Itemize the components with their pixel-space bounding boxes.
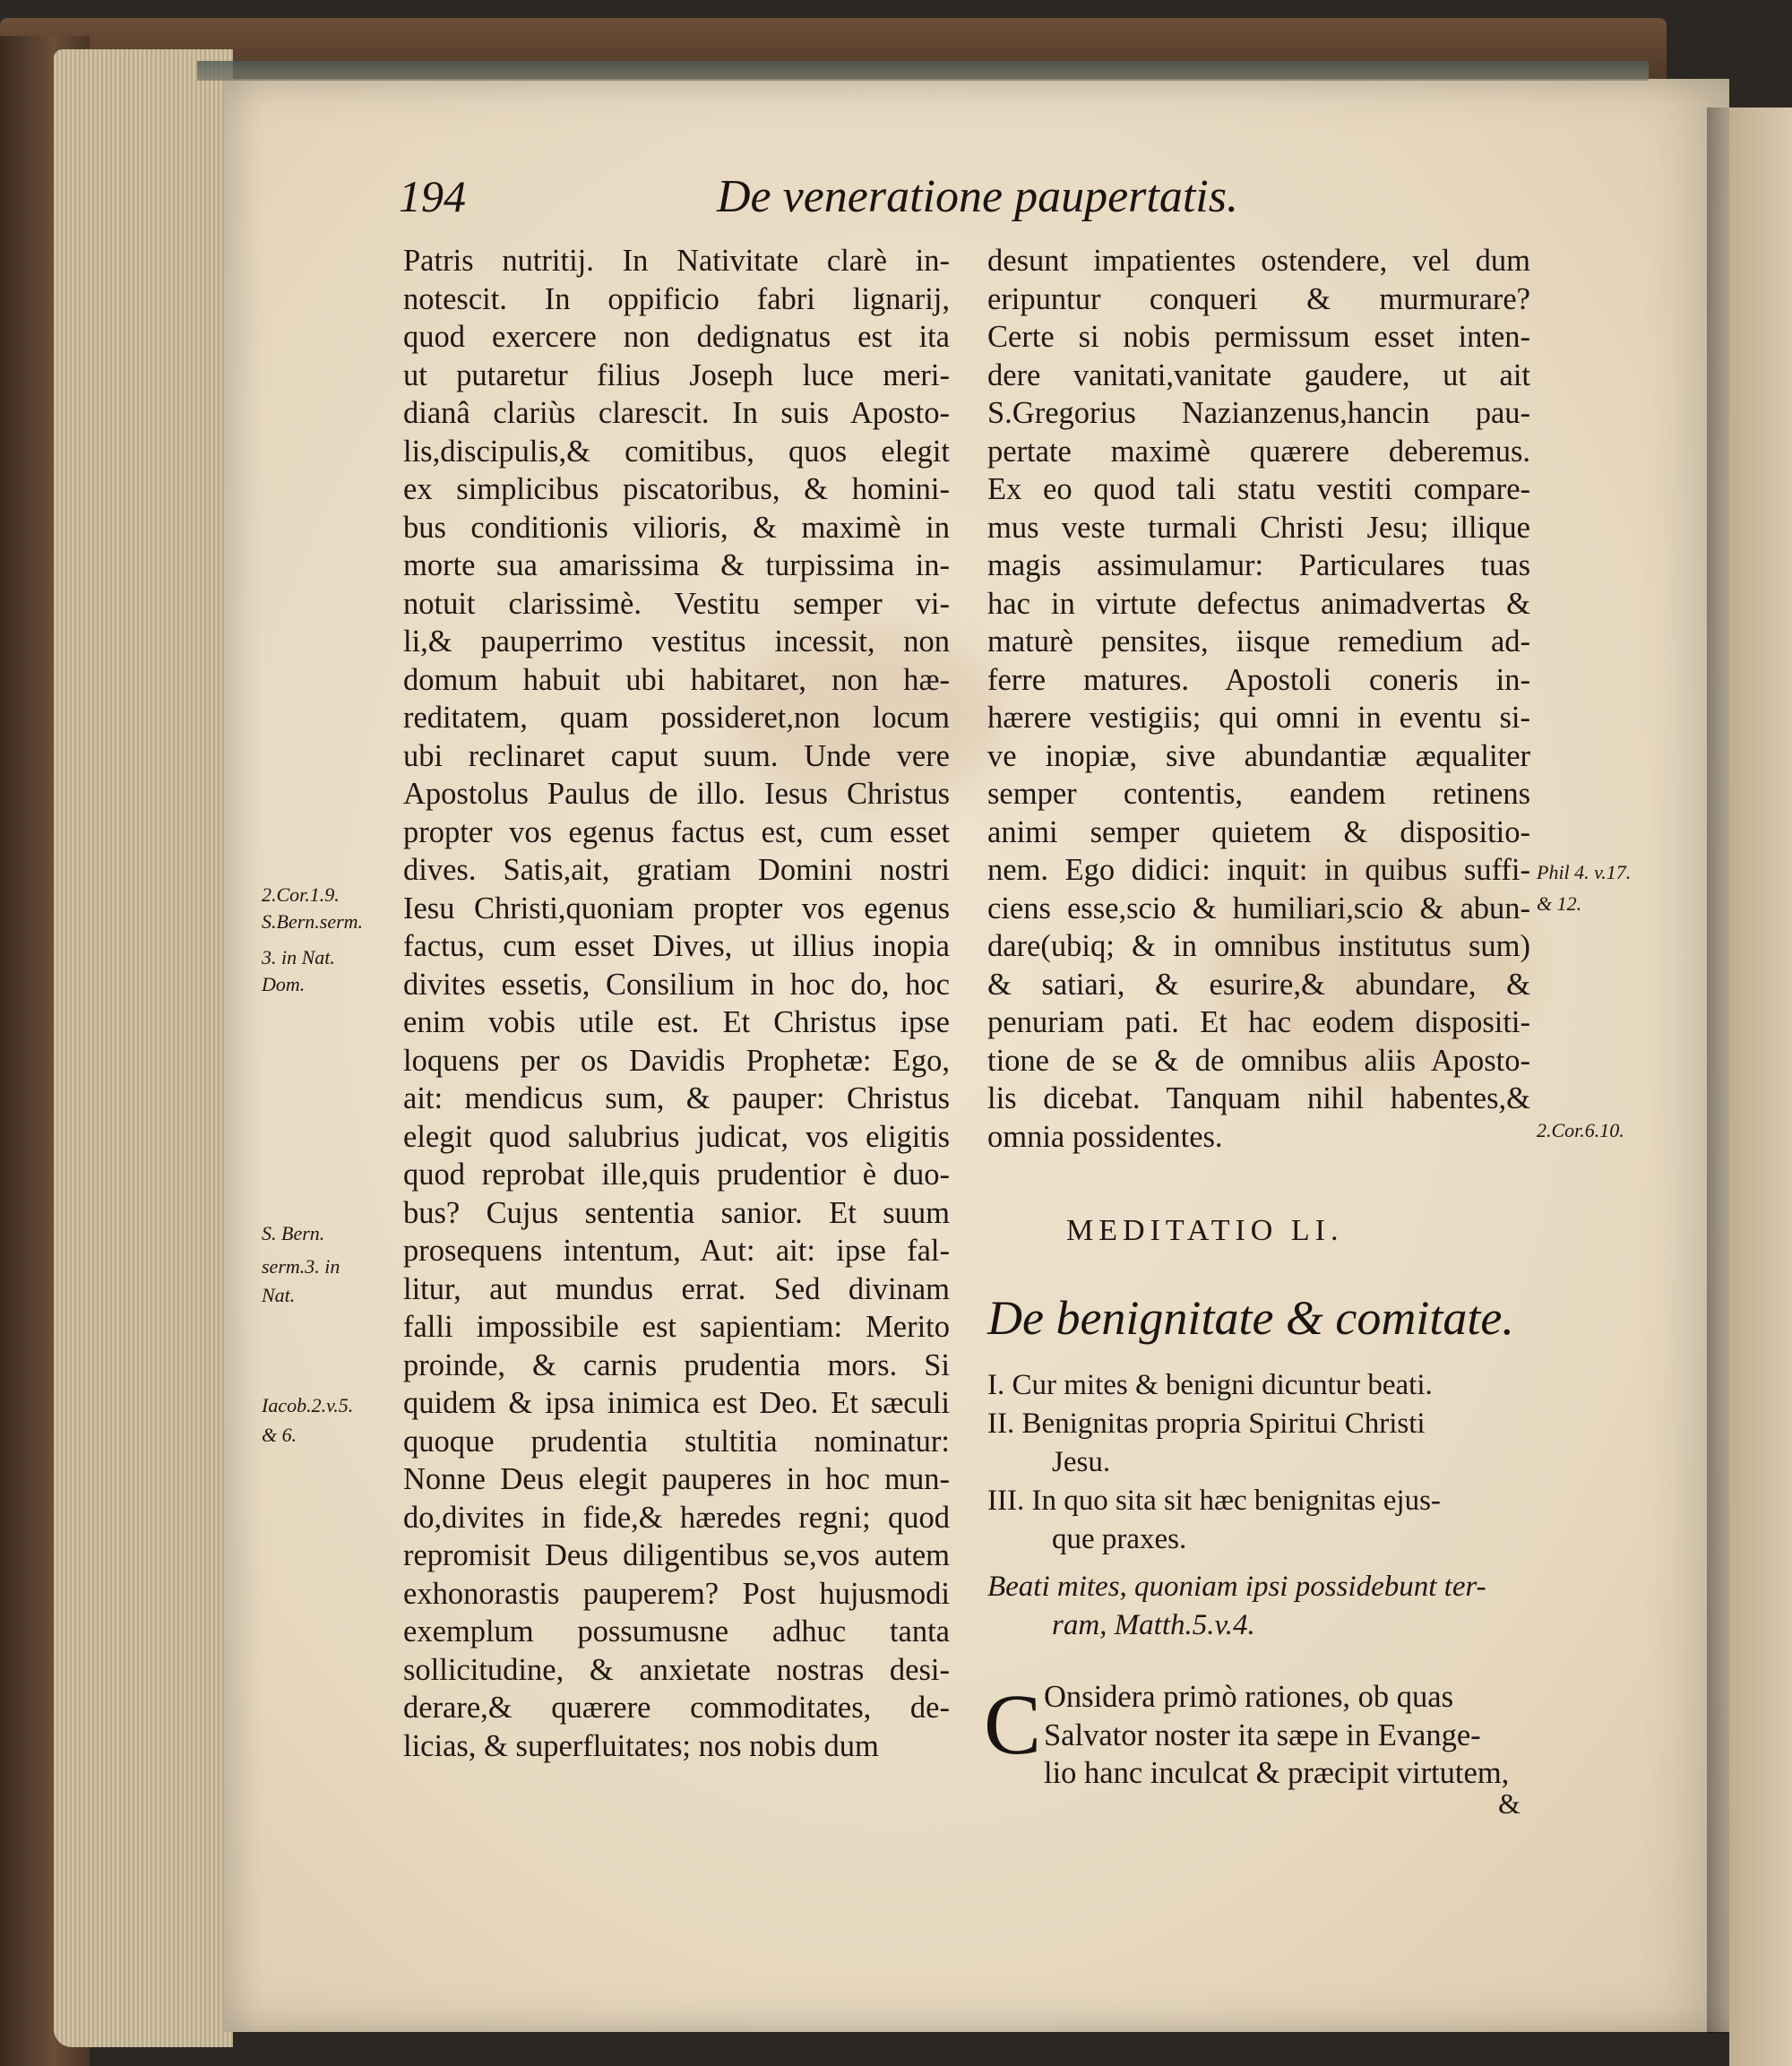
body-line: Onsidera primò rationes, ob quas (1044, 1680, 1454, 1714)
text-line: nem. Ego didici: inquit: in quibus suffi- (987, 853, 1530, 887)
text-line: notuit clarissimè. Vestitu semper vi- (403, 586, 950, 621)
text-line: desunt impatientes ostendere, vel dum (987, 244, 1530, 278)
text-line: bus? Cujus sententia sanior. Et suum (403, 1195, 950, 1230)
text-line: propter vos egenus factus est, cum esset (403, 814, 950, 849)
text-line: ciens esse,scio & humiliari,scio & abun- (987, 891, 1530, 925)
text-line: magis assimulamur: Particulares tuas (987, 548, 1530, 582)
text-line: exemplum possumusne adhuc tanta (403, 1614, 950, 1648)
text-line: licias, & superfluitates; nos nobis dum (403, 1728, 879, 1763)
running-title: De veneratione paupertatis. (717, 171, 1238, 222)
text-line: omnia possidentes. (987, 1119, 1223, 1154)
page-top-band (197, 61, 1649, 81)
facing-page-edge (1729, 108, 1792, 2066)
margin-note: 3. in Nat. (262, 946, 335, 968)
text-line: dianâ clariùs clarescit. In suis Aposto- (403, 396, 950, 430)
drop-capital: C (984, 1676, 1042, 1772)
text-line: hærere vestigiis; qui omni in eventu si- (987, 701, 1530, 735)
text-line: lis,discipulis,& comitibus, quos elegit (403, 434, 950, 469)
text-line: sollicitudine, & anxietate nostras desi- (403, 1652, 950, 1687)
text-line: maturè pensites, iisque remedium ad- (987, 624, 1530, 659)
text-line: semper contentis, eandem retinens (987, 777, 1530, 811)
text-line: Certe si nobis permissum esset inten- (987, 320, 1530, 354)
body-line: Salvator noster ita sæpe in Evange- (1044, 1717, 1481, 1752)
text-line: Ex eo quod tali statu vestiti compare- (987, 472, 1530, 506)
margin-note: 2.Cor.6.10. (1537, 1119, 1624, 1141)
meditation-points (987, 1366, 1441, 1559)
text-line: elegit quod salubrius judicat, vos eligitis (403, 1119, 950, 1154)
text-line: morte sua amarissima & turpissima in- (403, 548, 950, 582)
text-line: dives. Satis,ait, gratiam Domini nostri (403, 853, 950, 887)
text-line: repromisit Deus diligentibus se,vos autem (403, 1538, 950, 1572)
point-line: III. In quo sita sit hæc benignitas ejus- (987, 1485, 1441, 1517)
margin-note: 2.Cor.1.9. (262, 883, 340, 906)
text-line: quod reprobat ille,quis prudentior è duo- (403, 1158, 950, 1192)
text-line: penuriam pati. Et hac eodem dispositi- (987, 1005, 1530, 1039)
text-line: Apostolus Paulus de illo. Iesus Christus (403, 777, 950, 811)
text-line: domum habuit ubi habitaret, non hæ- (403, 662, 950, 697)
text-line: dare(ubiq; & in omnibus institutus sum) (987, 929, 1530, 963)
margin-note: Dom. (262, 973, 306, 995)
margin-note: & 6. (262, 1424, 297, 1446)
text-line: eripuntur conqueri & murmurare? (987, 281, 1530, 316)
text-line: litur, aut mundus errat. Sed divinam (403, 1271, 950, 1306)
text-line: hac in virtute defectus animadvertas & (987, 586, 1530, 621)
text-line: Patris nutritij. In Nativitate clarè in- (403, 244, 950, 278)
page-edges (54, 49, 233, 2047)
meditation-subtitle: De benignitate & comitate. (987, 1291, 1514, 1345)
point-line: II. Benignitas propria Spiritui Christi (987, 1407, 1426, 1440)
left-text-column (403, 242, 950, 1765)
margin-note: serm.3. in (262, 1255, 340, 1278)
text-line: ex simplicibus piscatoribus, & homini- (403, 472, 950, 506)
text-line: enim vobis utile est. Et Christus ipse (403, 1005, 950, 1039)
text-line: ve inopiæ, sive abundantiæ æqualiter (987, 738, 1530, 773)
text-line: S.Gregorius Nazianzenus,hancin pau- (987, 396, 1530, 430)
text-line: falli impossibile est sapientiam: Merito (403, 1310, 950, 1344)
text-line: prosequens intentum, Aut: ait: ipse fal- (403, 1234, 950, 1268)
margin-note: Phil 4. v.17. (1537, 861, 1632, 883)
text-line: Nonne Deus elegit pauperes in hoc mun- (403, 1462, 950, 1496)
text-line: ubi reclinaret caput suum. Unde vere (403, 738, 950, 773)
body-line: lio hanc inculcat & præcipit virtutem, (1044, 1756, 1510, 1790)
text-line: Iesu Christi,quoniam propter vos egenus (403, 891, 950, 925)
text-line: exhonorastis pauperem? Post hujusmodi (403, 1576, 950, 1611)
text-line: mus veste turmali Christi Jesu; illique (987, 510, 1530, 545)
margin-note: Iacob.2.v.5. (262, 1394, 354, 1416)
catchword: & (1498, 1787, 1521, 1820)
text-line: lis dicebat. Tanquam nihil habentes,& (987, 1081, 1530, 1115)
margin-note: S.Bern.serm. (262, 910, 364, 933)
text-line: & satiari, & esurire,& abundare, & (987, 967, 1530, 1002)
text-line: quod exercere non dedignatus est ita (403, 320, 950, 354)
text-line: tione de se & de omnibus aliis Aposto- (987, 1043, 1530, 1078)
text-line: ait: mendicus sum, & pauper: Christus (403, 1081, 950, 1115)
point-line: I. Cur mites & benigni dicuntur beati. (987, 1369, 1433, 1401)
meditation-heading: MEDITATIO LI. (1066, 1214, 1344, 1247)
text-line: divites essetis, Consilium in hoc do, hoc (403, 967, 950, 1002)
epigraph (987, 1568, 1486, 1645)
epigraph-line: Beati mites, quoniam ipsi possidebunt ter- (987, 1571, 1486, 1603)
text-line: bus conditionis vilioris, & maximè in (403, 510, 950, 545)
page-gutter (1707, 108, 1729, 2034)
text-line: dere vanitati,vanitate gaudere, ut ait (987, 357, 1530, 392)
margin-note: S. Bern. (262, 1222, 325, 1244)
text-line: do,divites in fide,& hæredes regni; quod (403, 1500, 950, 1535)
meditation-body (1044, 1678, 1509, 1793)
text-line: derare,& quærere commoditates, de- (403, 1691, 950, 1725)
page-number: 194 (399, 171, 466, 221)
text-line: ut putaretur filius Joseph luce meri- (403, 357, 950, 392)
text-line: proinde, & carnis prudentia mors. Si (403, 1347, 950, 1382)
point-line: Jesu. (1052, 1446, 1111, 1478)
text-line: notescit. In oppificio fabri lignarij, (403, 281, 950, 316)
text-line: ferre matures. Apostoli coneris in- (987, 662, 1530, 697)
text-line: li,& pauperrimo vestitus incessit, non (403, 624, 950, 659)
right-text-column (987, 242, 1530, 1156)
text-line: animi semper quietem & dispositio- (987, 814, 1530, 849)
text-line: pertate maximè quærere deberemus. (987, 434, 1530, 469)
text-line: loquens per os Davidis Prophetæ: Ego, (403, 1043, 950, 1078)
point-line: que praxes. (1052, 1523, 1187, 1555)
text-line: quidem & ipsa inimica est Deo. Et sæculi (403, 1386, 950, 1420)
margin-note: Nat. (262, 1284, 296, 1306)
margin-note: & 12. (1537, 892, 1582, 915)
text-line: reditatem, quam possideret,non locum (403, 701, 950, 735)
text-line: factus, cum esset Dives, ut illius inopia (403, 929, 950, 963)
text-line: quoque prudentia stultitia nominatur: (403, 1424, 950, 1459)
epigraph-line: ram, Matth.5.v.4. (1052, 1609, 1255, 1641)
